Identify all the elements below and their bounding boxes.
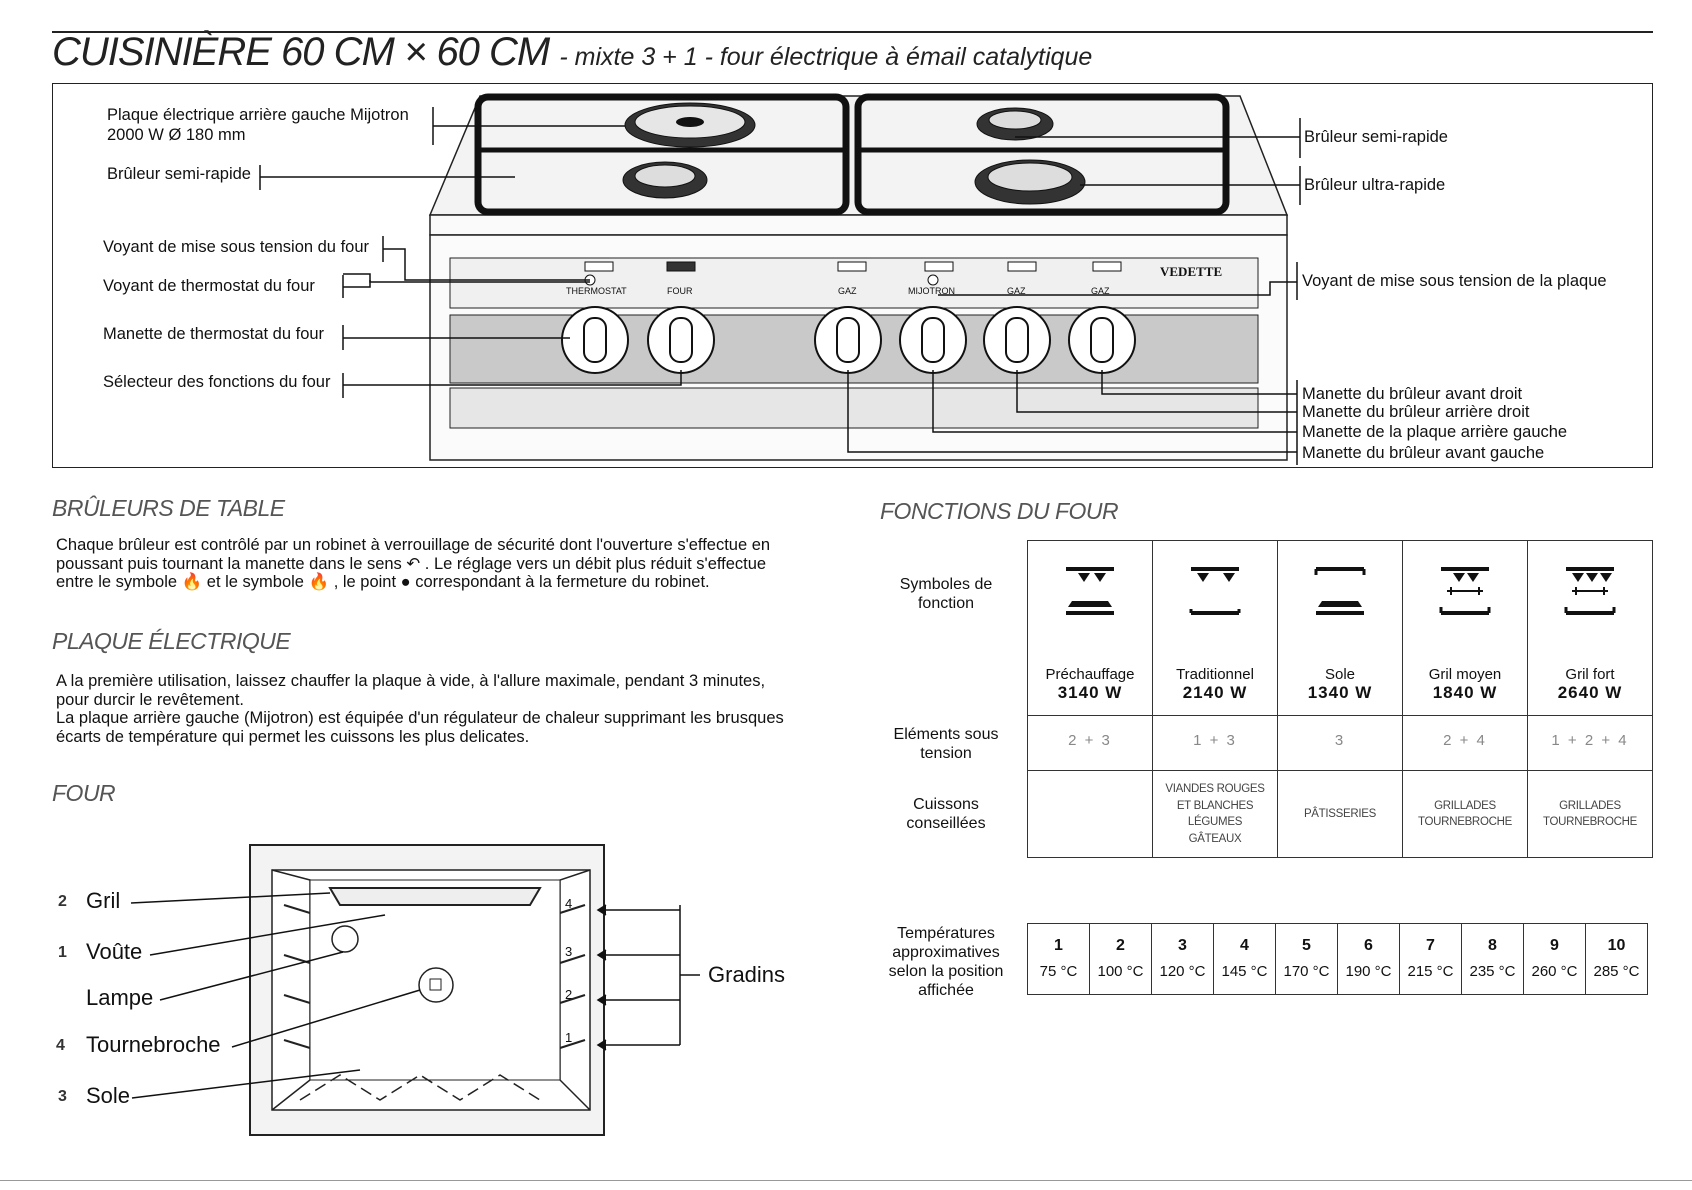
elements-cell: 3 <box>1278 716 1403 771</box>
row-label-symboles: Symboles de fonction <box>899 576 993 612</box>
function-cell-prechauffage: Préchauffage 3140 W <box>1028 541 1153 716</box>
brand-label: VEDETTE <box>1160 264 1223 279</box>
temp-cell: 9 260 °C <box>1524 924 1586 995</box>
temp-cell: 2 100 °C <box>1090 924 1152 995</box>
section-title-four: FOUR <box>52 780 116 806</box>
label-voyant-thermostat: Voyant de thermostat du four <box>103 277 315 295</box>
prechauffage-symbol-icon <box>1028 541 1152 636</box>
temp-cell: 6 190 °C <box>1338 924 1400 995</box>
section-title-bruleurs: BRÛLEURS DE TABLE <box>52 495 285 521</box>
title-sub: - mixte 3 + 1 - four électrique à émail catalytique <box>559 43 1093 71</box>
temperature-table <box>1027 923 1648 995</box>
row-label-elements: Eléments sous tension <box>893 726 999 762</box>
panel-four-label: FOUR <box>667 286 693 296</box>
elements-cell: 2 + 3 <box>1028 716 1153 771</box>
label-bruleur-semi-left: Brûleur semi-rapide <box>107 165 251 183</box>
gradin-number: 4 <box>565 896 573 911</box>
temp-cell: 4 145 °C <box>1214 924 1276 995</box>
four-label-voute: Voûte <box>86 939 143 964</box>
cuissons-cell <box>1028 771 1153 858</box>
four-num-sole: 3 <box>58 1088 67 1105</box>
gradin-number: 2 <box>565 987 573 1002</box>
temp-cell: 10 285 °C <box>1586 924 1648 995</box>
four-num-voute: 1 <box>58 944 67 961</box>
function-cell-sole: Sole 1340 W <box>1278 541 1403 716</box>
four-num-gril: 2 <box>58 893 67 910</box>
four-label-sole: Sole <box>86 1083 131 1108</box>
label-manette-plaque: Manette de la plaque arrière gauche <box>1302 423 1568 441</box>
four-label-tournebroche: Tournebroche <box>86 1032 221 1057</box>
cuissons-cell: PÂTISSERIES <box>1278 771 1403 858</box>
gradin-number: 1 <box>565 1030 573 1045</box>
lampe-icon <box>332 926 358 952</box>
function-cell-traditionnel: Traditionnel 2140 W <box>1153 541 1278 716</box>
section-title-fonctions: FONCTIONS DU FOUR <box>880 498 1119 524</box>
traditionnel-symbol-icon <box>1153 541 1277 636</box>
gril-fort-symbol-icon <box>1528 541 1652 636</box>
label-bruleur-ultra: Brûleur ultra-rapide <box>1304 176 1446 194</box>
sole-symbol-icon <box>1278 541 1402 636</box>
label-plaque-power: 2000 W Ø 180 mm <box>107 126 246 144</box>
gril-moyen-symbol-icon <box>1403 541 1527 636</box>
function-cell-gril-moyen: Gril moyen 1840 W <box>1403 541 1528 716</box>
label-voyant-four: Voyant de mise sous tension du four <box>103 238 369 256</box>
temp-cell: 3 120 °C <box>1152 924 1214 995</box>
temp-cell: 8 235 °C <box>1462 924 1524 995</box>
panel-gaz-label: GAZ <box>1007 286 1026 296</box>
label-manette-thermostat: Manette de thermostat du four <box>103 325 325 343</box>
four-label-lampe: Lampe <box>86 985 154 1010</box>
temp-cell: 7 215 °C <box>1400 924 1462 995</box>
section-title-plaque: PLAQUE ÉLECTRIQUE <box>52 628 291 654</box>
row-label-temperatures: Températures approximatives selon la position affichée <box>888 925 1004 999</box>
panel-thermostat-label: THERMOSTAT <box>566 286 627 296</box>
bruleurs-text: Chaque brûleur est contrôlé par un robinet à verrouillage de sécurité dont l'ouverture s'effectue en poussant puis tournant la manette dans le sens ↶ . Le réglage vers un débit plus réduit s'effectue entre le symbole 🔥 et le symbole 🔥 , le point ● correspondant à la fermeture du robinet. <box>56 536 771 591</box>
label-selecteur: Sélecteur des fonctions du four <box>103 373 331 391</box>
title-main: CUISINIÈRE 60 CM × 60 CM <box>52 30 550 74</box>
elements-cell: 1 + 2 + 4 <box>1528 716 1653 771</box>
label-manette-arriere-droit: Manette du brûleur arrière droit <box>1302 403 1530 421</box>
bottom-rule <box>0 1180 1692 1181</box>
four-label-gradins: Gradins <box>708 962 786 987</box>
row-label-cuissons: Cuissons conseillées <box>906 796 986 832</box>
panel-mijotron-label: MIJOTRON <box>908 286 955 296</box>
fonctions-table <box>1027 540 1653 858</box>
label-manette-avant-droit: Manette du brûleur avant droit <box>1302 385 1523 403</box>
four-num-tournebroche: 4 <box>56 1037 65 1054</box>
cuissons-cell: GRILLADES TOURNEBROCHE <box>1403 771 1528 858</box>
label-bruleur-semi-right: Brûleur semi-rapide <box>1304 128 1448 146</box>
plaque-text: A la première utilisation, laissez chauffer la plaque à vide, à l'allure maximale, pendant 3 minutes, pour durcir le revêtement. La plaque arrière gauche (Mijotron) est équipée d'un régulateur de chaleur supprimant les brusques écarts de température qui permet les cuissons les plus delicates. <box>56 672 784 746</box>
gril-element-icon <box>330 888 540 905</box>
temp-cell: 5 170 °C <box>1276 924 1338 995</box>
label-voyant-plaque: Voyant de mise sous tension de la plaque <box>1302 272 1607 290</box>
cuissons-cell: GRILLADES TOURNEBROCHE <box>1528 771 1653 858</box>
gradin-number: 3 <box>565 944 573 959</box>
cuissons-cell: VIANDES ROUGES ET BLANCHES LÉGUMES GÂTEAUX <box>1153 771 1278 858</box>
temp-cell: 1 75 °C <box>1028 924 1090 995</box>
elements-cell: 1 + 3 <box>1153 716 1278 771</box>
label-manette-avant-gauche: Manette du brûleur avant gauche <box>1302 444 1545 462</box>
four-label-gril: Gril <box>86 888 121 913</box>
panel-gaz-label: GAZ <box>838 286 857 296</box>
elements-cell: 2 + 4 <box>1403 716 1528 771</box>
label-plaque-mijotron: Plaque électrique arrière gauche Mijotron <box>107 106 409 124</box>
panel-gaz-label: GAZ <box>1091 286 1110 296</box>
function-cell-gril-fort: Gril fort 2640 W <box>1528 541 1653 716</box>
